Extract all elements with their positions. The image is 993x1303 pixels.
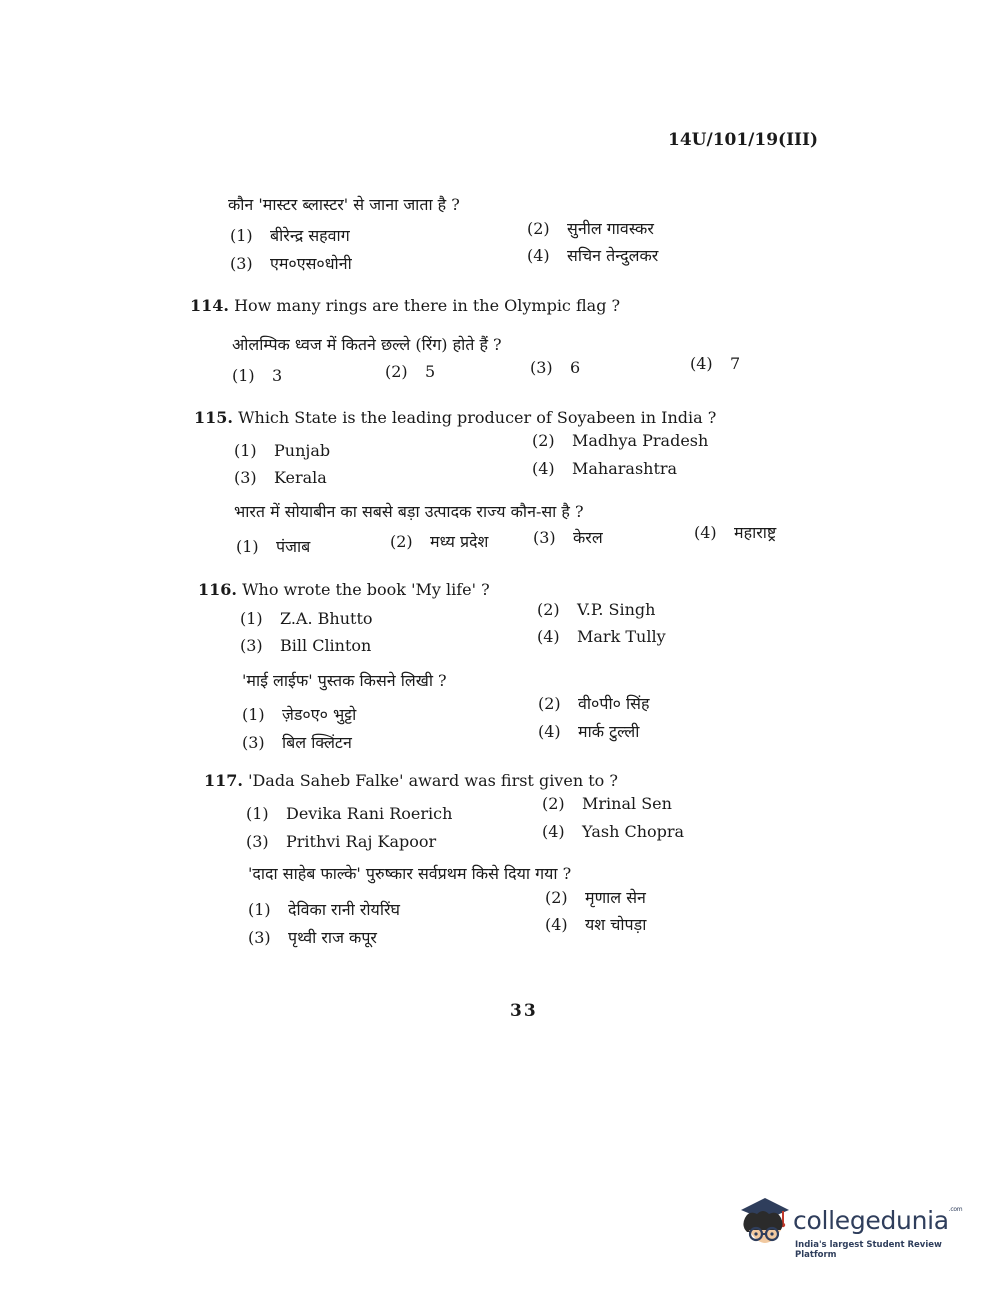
option-text: Bill Clinton bbox=[280, 636, 372, 655]
q116-hindi-option-3 bbox=[242, 731, 352, 753]
option-number: (2) bbox=[532, 431, 555, 450]
option-text: Punjab bbox=[274, 441, 331, 460]
question-text: 'Dada Saheb Falke' award was first given to ? bbox=[248, 771, 618, 790]
q116-hindi-option-2 bbox=[538, 692, 649, 714]
q115-hindi-text: भारत में सोयाबीन का सबसे बड़ा उत्पादक राज्य कौन-सा है ? bbox=[234, 502, 584, 521]
q116-option-3 bbox=[240, 636, 371, 655]
option-number: (4) bbox=[538, 722, 561, 741]
option-text: 5 bbox=[425, 362, 436, 381]
option-text: Z.A. Bhutto bbox=[280, 609, 373, 628]
q115-hindi-option-4 bbox=[694, 521, 776, 543]
option-text: Madhya Pradesh bbox=[572, 431, 709, 450]
q115-hindi-option-2 bbox=[390, 530, 488, 552]
q117-hindi-option-2 bbox=[545, 886, 646, 908]
paper-code: 14U/101/19(III) bbox=[668, 130, 818, 150]
option-text: 6 bbox=[570, 358, 581, 377]
option-number: (3) bbox=[248, 928, 271, 947]
option-text: Prithvi Raj Kapoor bbox=[286, 832, 437, 851]
q117-hindi-option-3 bbox=[248, 926, 377, 948]
q114-option-4 bbox=[690, 354, 740, 373]
option-number: (1) bbox=[248, 900, 271, 919]
question-text: How many rings are there in the Olympic flag ? bbox=[234, 296, 621, 315]
option-number: (1) bbox=[236, 537, 259, 556]
option-number: (3) bbox=[246, 832, 269, 851]
option-number: (3) bbox=[230, 254, 253, 273]
q117-hindi-option-1 bbox=[248, 898, 400, 920]
option-text: पृथ्वी राज कपूर bbox=[288, 928, 377, 947]
q116-english-text bbox=[198, 580, 490, 599]
q117-option-1 bbox=[246, 804, 452, 823]
question-number: 114. bbox=[190, 296, 229, 315]
option-number: (2) bbox=[527, 219, 550, 238]
logo-tagline: India's largest Student Review Platform bbox=[795, 1240, 942, 1260]
option-text: सचिन तेन्दुलकर bbox=[567, 246, 659, 265]
q116-option-2 bbox=[537, 600, 655, 619]
option-number: (1) bbox=[246, 804, 269, 823]
option-text: बीरेन्द्र सहवाग bbox=[270, 226, 350, 245]
option-number: (3) bbox=[234, 468, 257, 487]
option-number: (2) bbox=[385, 362, 408, 381]
q116-option-1 bbox=[240, 609, 373, 628]
question-text: Which State is the leading producer of Soyabeen in India ? bbox=[238, 408, 717, 427]
option-text: 3 bbox=[272, 366, 283, 385]
option-text: सुनील गावस्कर bbox=[567, 219, 654, 238]
q114-hindi-text: ओलम्पिक ध्वज में कितने छल्ले (रिंग) होते हैं ? bbox=[232, 335, 502, 354]
mascot-icon bbox=[735, 1196, 793, 1258]
option-number: (4) bbox=[542, 822, 565, 841]
option-text: Devika Rani Roerich bbox=[286, 804, 453, 823]
q116-hindi-option-4 bbox=[538, 720, 639, 742]
option-number: (2) bbox=[390, 532, 413, 551]
option-number: (4) bbox=[545, 915, 568, 934]
option-number: (1) bbox=[242, 705, 265, 724]
option-number: (2) bbox=[538, 694, 561, 713]
q117-english-text bbox=[204, 771, 618, 790]
option-text: मध्य प्रदेश bbox=[430, 532, 489, 551]
option-number: (4) bbox=[527, 246, 550, 265]
q117-hindi-option-4 bbox=[545, 913, 646, 935]
q116-hindi-option-1 bbox=[242, 703, 356, 725]
q117-hindi-text: 'दादा साहेब फाल्के' पुरुष्कार सर्वप्रथम किसे दिया गया ? bbox=[248, 864, 572, 883]
option-number: (4) bbox=[694, 523, 717, 542]
q115-option-1 bbox=[234, 441, 330, 460]
option-number: (3) bbox=[533, 528, 556, 547]
q117-option-2 bbox=[542, 794, 672, 813]
option-text: Maharashtra bbox=[572, 459, 678, 478]
option-text: Mark Tully bbox=[577, 627, 666, 646]
q115-hindi-option-1 bbox=[236, 535, 310, 557]
option-number: (4) bbox=[532, 459, 555, 478]
option-text: मार्क टुल्ली bbox=[578, 722, 640, 741]
collegedunia-logo bbox=[735, 1196, 965, 1260]
option-number: (4) bbox=[537, 627, 560, 646]
option-number: (3) bbox=[240, 636, 263, 655]
option-text: वी०पी० सिंह bbox=[578, 694, 650, 713]
option-text: मृणाल सेन bbox=[585, 888, 646, 907]
option-number: (3) bbox=[242, 733, 265, 752]
option-text: एम०एस०धोनी bbox=[270, 254, 352, 273]
option-text: Kerala bbox=[274, 468, 327, 487]
option-text: बिल क्लिंटन bbox=[282, 733, 352, 752]
q115-option-3 bbox=[234, 468, 327, 487]
option-number: (4) bbox=[690, 354, 713, 373]
q115-hindi-option-3 bbox=[533, 526, 603, 548]
q115-option-2 bbox=[532, 431, 708, 450]
q116-hindi-text: 'माई लाईफ' पुस्तक किसने लिखी ? bbox=[242, 671, 447, 690]
q117-option-4 bbox=[542, 822, 684, 841]
q114-english-text bbox=[190, 296, 620, 315]
q113-hindi-text: कौन 'मास्टर ब्लास्टर' से जाना जाता है ? bbox=[228, 195, 460, 214]
q114-option-1 bbox=[232, 366, 282, 385]
q114-option-3 bbox=[530, 358, 580, 377]
q113-option-2 bbox=[527, 217, 654, 239]
option-text: Yash Chopra bbox=[582, 822, 685, 841]
q113-option-4 bbox=[527, 244, 658, 266]
q115-option-4 bbox=[532, 459, 677, 478]
option-text: केरल bbox=[573, 528, 603, 547]
logo-name: collegedunia bbox=[793, 1206, 949, 1235]
option-number: (1) bbox=[230, 226, 253, 245]
option-number: (1) bbox=[234, 441, 257, 460]
option-text: ज़ेड०ए० भुट्टो bbox=[282, 705, 357, 724]
q113-option-1 bbox=[230, 224, 350, 246]
option-text: महाराष्ट्र bbox=[734, 523, 777, 542]
option-number: (2) bbox=[545, 888, 568, 907]
q117-option-3 bbox=[246, 832, 436, 851]
option-text: पंजाब bbox=[276, 537, 311, 556]
option-number: (2) bbox=[537, 600, 560, 619]
option-number: (2) bbox=[542, 794, 565, 813]
question-text: Who wrote the book 'My life' ? bbox=[242, 580, 490, 599]
question-number: 117. bbox=[204, 771, 243, 790]
option-text: V.P. Singh bbox=[577, 600, 656, 619]
logo-wordmark bbox=[793, 1206, 962, 1235]
question-number: 116. bbox=[198, 580, 237, 599]
option-text: यश चोपड़ा bbox=[585, 915, 647, 934]
option-number: (1) bbox=[232, 366, 255, 385]
option-number: (3) bbox=[530, 358, 553, 377]
q114-option-2 bbox=[385, 362, 435, 381]
logo-suffix: .com bbox=[948, 1206, 963, 1213]
option-text: 7 bbox=[730, 354, 741, 373]
option-text: Mrinal Sen bbox=[582, 794, 672, 813]
q115-english-text bbox=[194, 408, 716, 427]
q113-option-3 bbox=[230, 252, 352, 274]
page-number: 33 bbox=[510, 1001, 538, 1021]
q116-option-4 bbox=[537, 627, 666, 646]
option-number: (1) bbox=[240, 609, 263, 628]
question-number: 115. bbox=[194, 408, 233, 427]
option-text: देविका रानी रोयरिंघ bbox=[288, 900, 400, 919]
